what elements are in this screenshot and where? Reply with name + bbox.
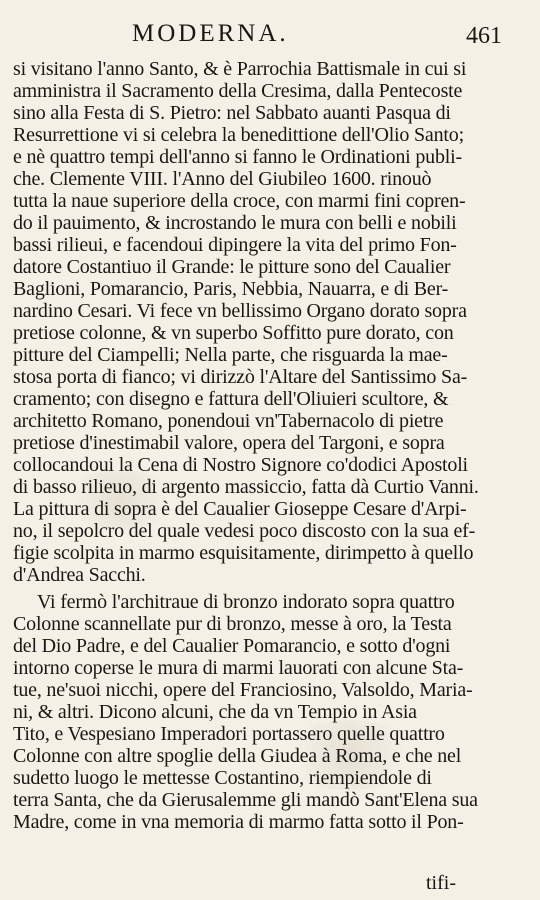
text-line: sudetto luogo le mettesse Costantino, riempiendole di	[13, 767, 432, 789]
text-line: del Dio Padre, e del Caualier Pomarancio, e sotto d'ogni	[13, 635, 451, 657]
text-line: stosa porta di fianco; vi dirizzò l'Altare del Santissimo Sa-	[13, 366, 468, 388]
text-line: pretiose d'inestimabil valore, opera del Targoni, e sopra	[13, 432, 445, 454]
text-line: collocandoui la Cena di Nostro Signore co'dodici Apostoli	[13, 454, 468, 476]
text-line: terra Santa, che da Gierusalemme gli mandò Sant'Elena sua	[13, 789, 478, 811]
text-line: che. Clemente VIII. l'Anno del Giubileo 1600. rinouò	[13, 168, 432, 190]
running-title: MODERNA.	[132, 20, 289, 47]
text-line: Madre, come in vna memoria di marmo fatta sotto il Pon-	[13, 811, 464, 833]
text-line: pitture del Ciampelli; Nella parte, che risguarda la mae-	[13, 344, 448, 366]
text-line: Colonne con altre spoglie della Giudea à Roma, e che nel	[13, 745, 462, 767]
text-line: datore Costantiuo il Grande: le pitture sono del Caualier	[13, 256, 451, 278]
text-line: bassi rilieui, e facendoui dipingere la vita del primo Fon-	[13, 234, 457, 256]
text-line: Colonne scannellate pur di bronzo, messe à oro, la Testa	[13, 613, 452, 635]
page-number: 461	[466, 23, 502, 49]
text-line: Tito, e Vespesiano Imperadori portassero quelle quattro	[13, 723, 445, 745]
page-header	[0, 18, 540, 50]
text-line: no, il sepolcro del quale vedesi poco discosto con la sua ef-	[13, 520, 476, 542]
text-line: La pittura di sopra è del Caualier Gioseppe Cesare d'Arpi-	[13, 498, 467, 520]
text-line: si visitano l'anno Santo, & è Parrochia Battismale in cui si	[13, 58, 467, 80]
text-line: d'Andrea Sacchi.	[13, 564, 146, 586]
text-line: amministra il Sacramento della Cresima, dalla Pentecoste	[13, 80, 463, 102]
text-line: pretiose colonne, & vn superbo Soffitto pure dorato, con	[13, 322, 454, 344]
text-line: Resurrettione vi si celebra la benedittione dell'Olio Santo;	[13, 124, 464, 146]
text-line: tue, ne'suoi nicchi, opere del Franciosino, Valsoldo, Maria-	[13, 679, 473, 701]
text-line: Baglioni, Pomarancio, Paris, Nebbia, Nauarra, e di Ber-	[13, 278, 449, 300]
text-line: sino alla Festa di S. Pietro: nel Sabbato auanti Pasqua di	[13, 102, 451, 124]
text-line: e nè quattro tempi dell'anno si fanno le Ordinationi publi-	[13, 146, 462, 168]
text-line: figie scolpita in marmo esquisitamente, dirimpetto à quello	[13, 542, 474, 564]
text-line: intorno coperse le mura di marmi lauorati con alcune Sta-	[13, 657, 464, 679]
text-line: nardino Cesari. Vi fece vn bellissimo Organo dorato sopra	[13, 300, 467, 322]
text-line: architetto Romano, ponendoui vn'Tabernacolo di pietre	[13, 410, 444, 432]
text-line: ni, & altri. Dicono alcuni, che da vn Tempio in Asia	[13, 701, 417, 723]
text-line: Vi fermò l'architraue di bronzo indorato sopra quattro	[37, 591, 455, 613]
catchword: tifi-	[426, 872, 456, 894]
text-line: di basso rilieuo, di argento massiccio, fatta dà Curtio Vanni.	[13, 476, 479, 498]
text-line: tutta la naue superiore della croce, con marmi fini copren-	[13, 190, 466, 212]
text-line: cramento; con disegno e fattura dell'Oliuieri scultore, &	[13, 388, 449, 410]
text-line: do il pauimento, & incrostando le mura con belli e nobili	[13, 212, 457, 234]
